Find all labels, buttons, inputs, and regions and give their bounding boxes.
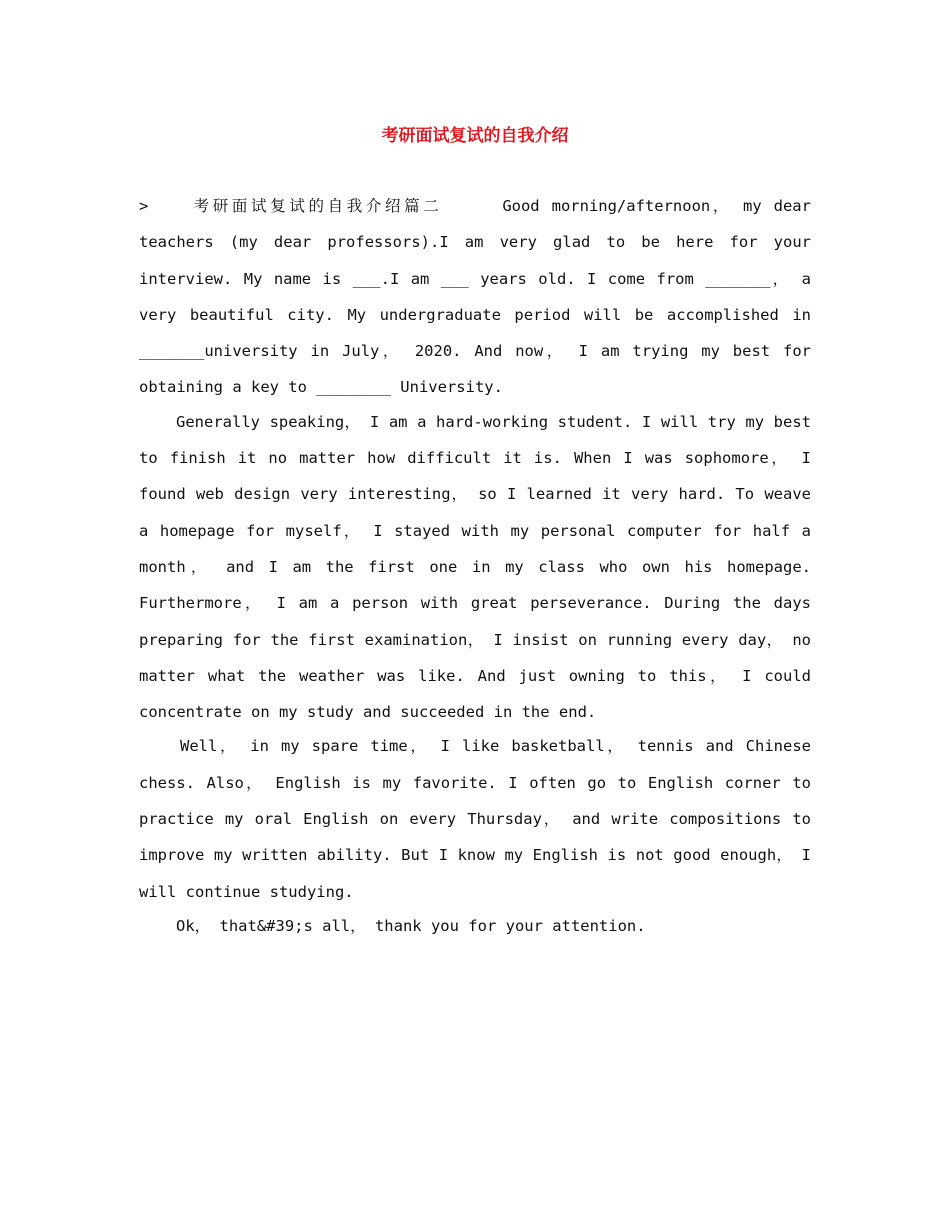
section-heading: 考研面试复试的自我介绍篇二 (191, 197, 443, 215)
paragraph-text: Good morning/afternoon， my dear teachers (my dear professors).I am very glad to be here for your interview. My name is ___.I am ___ years old. I come from _______， a very beautiful city. My undergraduate period will be accomplished in _______university in July， 2020. And now， I am trying my best for obtaining a key to ________ University. (139, 197, 811, 397)
paragraph-intro (139, 188, 811, 406)
document-title: 考研面试复试的自我介绍 (381, 126, 569, 146)
list-marker: > (139, 197, 149, 215)
paragraph-personality: Generally speaking， I am a hard-working student. I will try my best to finish it no matter how difficult it is. When I was sophomore， I found web design very interesting， so I learned it very hard. To weave a homepage for myself， I stayed with my personal computer for half a month， and I am the first one in my class who own his homepage. Furthermore， I am a person with great perseverance. During the days preparing for the first examination， I insist on running every day， no matter what the weather was like. And just owning to this， I could concentrate on my study and succeeded in the end. (139, 412, 811, 722)
paragraph-hobbies: Well， in my spare time， I like basketball， tennis and Chinese chess. Also， English is my favorite. I often go to English corner to practice my oral English on every Thursday， and write compositions to improve my written ability. But I know my English is not good enough， I will continue studying. (139, 737, 811, 901)
document-body (139, 188, 811, 942)
paragraph-closing: Ok， that&#39;s all， thank you for your attention. (176, 916, 646, 935)
